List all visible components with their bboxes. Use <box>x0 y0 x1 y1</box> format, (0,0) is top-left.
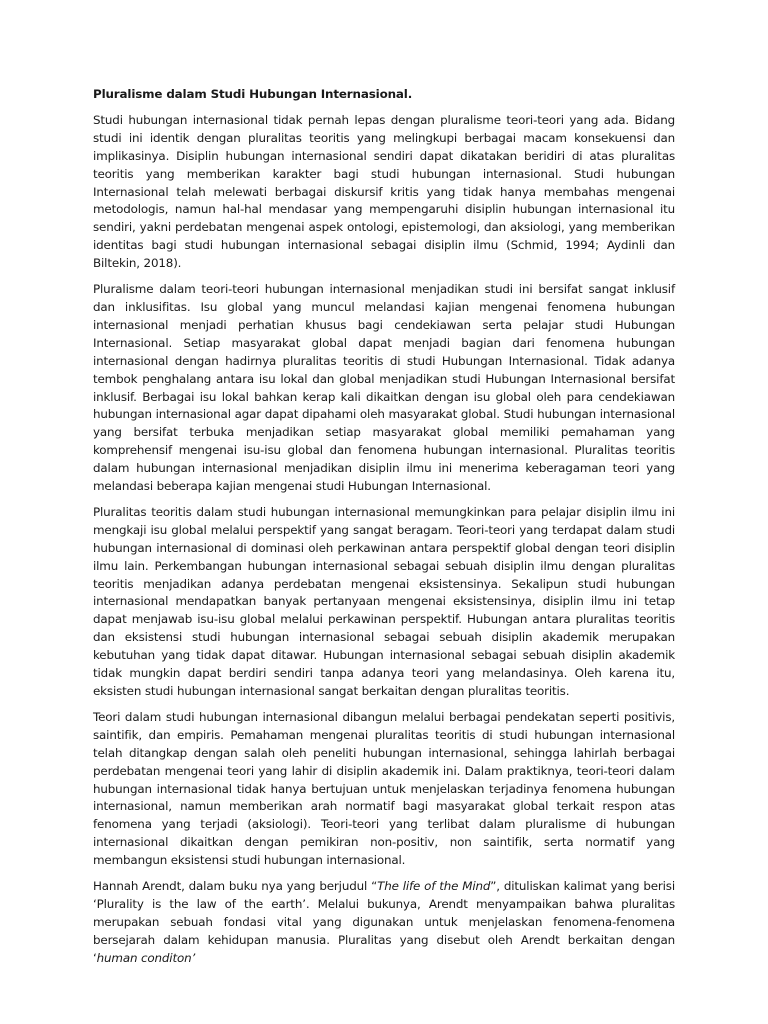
paragraph-3: Pluralitas teoritis dalam studi hubungan internasional memungkinkan para pelajar disiplin ilmu ini mengkaji isu global melalui perspektif yang sangat beragam. Teori-teori yang terdapat dalam studi hubungan internasional di dominasi oleh perkawinan antara perspektif global dengan teori disiplin ilmu lain. Perkembangan hubungan internasional sebagai sebuah disiplin ilmu dengan pluralitas teoritis menjadikan adanya perdebatan mengenai eksistensinya. Sekalipun studi hubungan internasional mendapatkan banyak pertanyaan mengenai eksistensinya, disiplin ilmu ini tetap dapat menjawab isu-isu global melalui perkawinan perspektif. Hubungan antara pluralitas teoritis dan eksistensi studi hubungan internasional sebagai sebuah disiplin akademik merupakan kebutuhan yang tidak dapat ditawar. Hubungan internasional sebagai sebuah disiplin akademik tidak mungkin dapat berdiri sendiri tanpa adanya teori yang melandasinya. Oleh karena itu, eksisten studi hubungan internasional sangat berkaitan dengan pluralitas teoritis. <box>93 504 675 698</box>
paragraph-2: Pluralisme dalam teori-teori hubungan internasional menjadikan studi ini bersifat sangat inklusif dan inklusifitas. Isu global yang muncul melandasi kajian mengenai fenomena hubungan internasional menjadi perhatian khusus bagi cendekiawan serta pelajar studi Hubungan Internasional. Setiap masyarakat global dapat menjadi bagian dari fenomena hubungan internasional dengan hadirnya pluralitas teoritis di studi Hubungan Internasional. Tidak adanya tembok penghalang antara isu lokal dan global menjadikan studi Hubungan Internasional bersifat inklusif. Berbagai isu lokal bahkan kerap kali dikaitkan dengan isu global oleh para cendekiawan hubungan internasional agar dapat dipahami oleh masyarakat global. Studi hubungan internasional yang bersifat terbuka menjadikan setiap masyarakat global memiliki pemahaman yang komprehensif mengenai isu-isu global dan fenomena hubungan internasional. Pluralitas teoritis dalam hubungan internasional menjadikan disiplin ilmu ini menerima keberagaman teori yang melandasi beberapa kajian mengenai studi Hubungan Internasional. <box>93 282 675 494</box>
paragraph-5-text-1: Hannah Arendt, dalam buku nya yang berjudul “ <box>93 879 378 894</box>
document-title: Pluralisme dalam Studi Hubungan Internasional. <box>93 87 413 101</box>
paragraph-5 <box>93 878 675 968</box>
paragraph-5-text-2: ”, dituliskan kalimat yang berisi ‘Plurality is the law of the earth’. Melalui bukunya, Arendt menyampaikan bahwa pluralitas merupakan sebuah fondasi vital yang digunakan untuk menjelaskan fenomena-fenomena bersejarah dalam kehidupan manusia. Pluralitas yang disebut oleh Arendt berkaitan dengan ‘ <box>93 879 675 965</box>
book-title: The life of the Mind <box>377 879 491 894</box>
paragraph-1: Studi hubungan internasional tidak pernah lepas dengan pluralisme teori-teori yang ada. Bidang studi ini identik dengan pluralitas teoritis yang melingkupi berbagai macam konsekuensi dan implikasinya. Disiplin hubungan internasional sendiri dapat dikatakan beridiri di atas pluralitas teoritis yang memberikan karakter bagi studi hubungan internasional. Studi hubungan Internasional telah melewati berbagai diskursif kritis yang tidak hanya membahas mengenai metodologis, namun hal-hal mendasar yang mempengaruhi disiplin hubungan internasional itu sendiri, yakni perdebatan mengenai aspek ontologi, epistemologi, dan aksiologi, yang memberikan identitas bagi studi hubungan internasional sebagai disiplin ilmu (Schmid, 1994; Aydinli dan Biltekin, 2018). <box>93 112 675 271</box>
document-page <box>93 86 675 968</box>
paragraph-4: Teori dalam studi hubungan internasional dibangun melalui berbagai pendekatan seperti positivis, saintifik, dan empiris. Pemahaman mengenai pluralitas teoritis di studi hubungan internasional telah ditangkap dengan salah oleh peneliti hubungan internasional, sehingga lahirlah berbagai perdebatan mengenai teori yang lahir di disiplin akademik ini. Dalam praktiknya, teori-teori dalam hubungan internasional tidak hanya bertujuan untuk menjelaskan terjadinya fenomena hubungan internasional, namun memberikan arah normatif bagi masyarakat global terkait respon atas fenomena yang terjadi (aksiologi). Teori-teori yang terlibat dalam pluralisme di hubungan internasional dikaitkan dengan pemikiran non-positiv, non saintifik, serta normatif yang membangun eksistensi studi hubungan internasional. <box>93 709 675 868</box>
human-condition-term: human conditon’ <box>96 950 196 965</box>
